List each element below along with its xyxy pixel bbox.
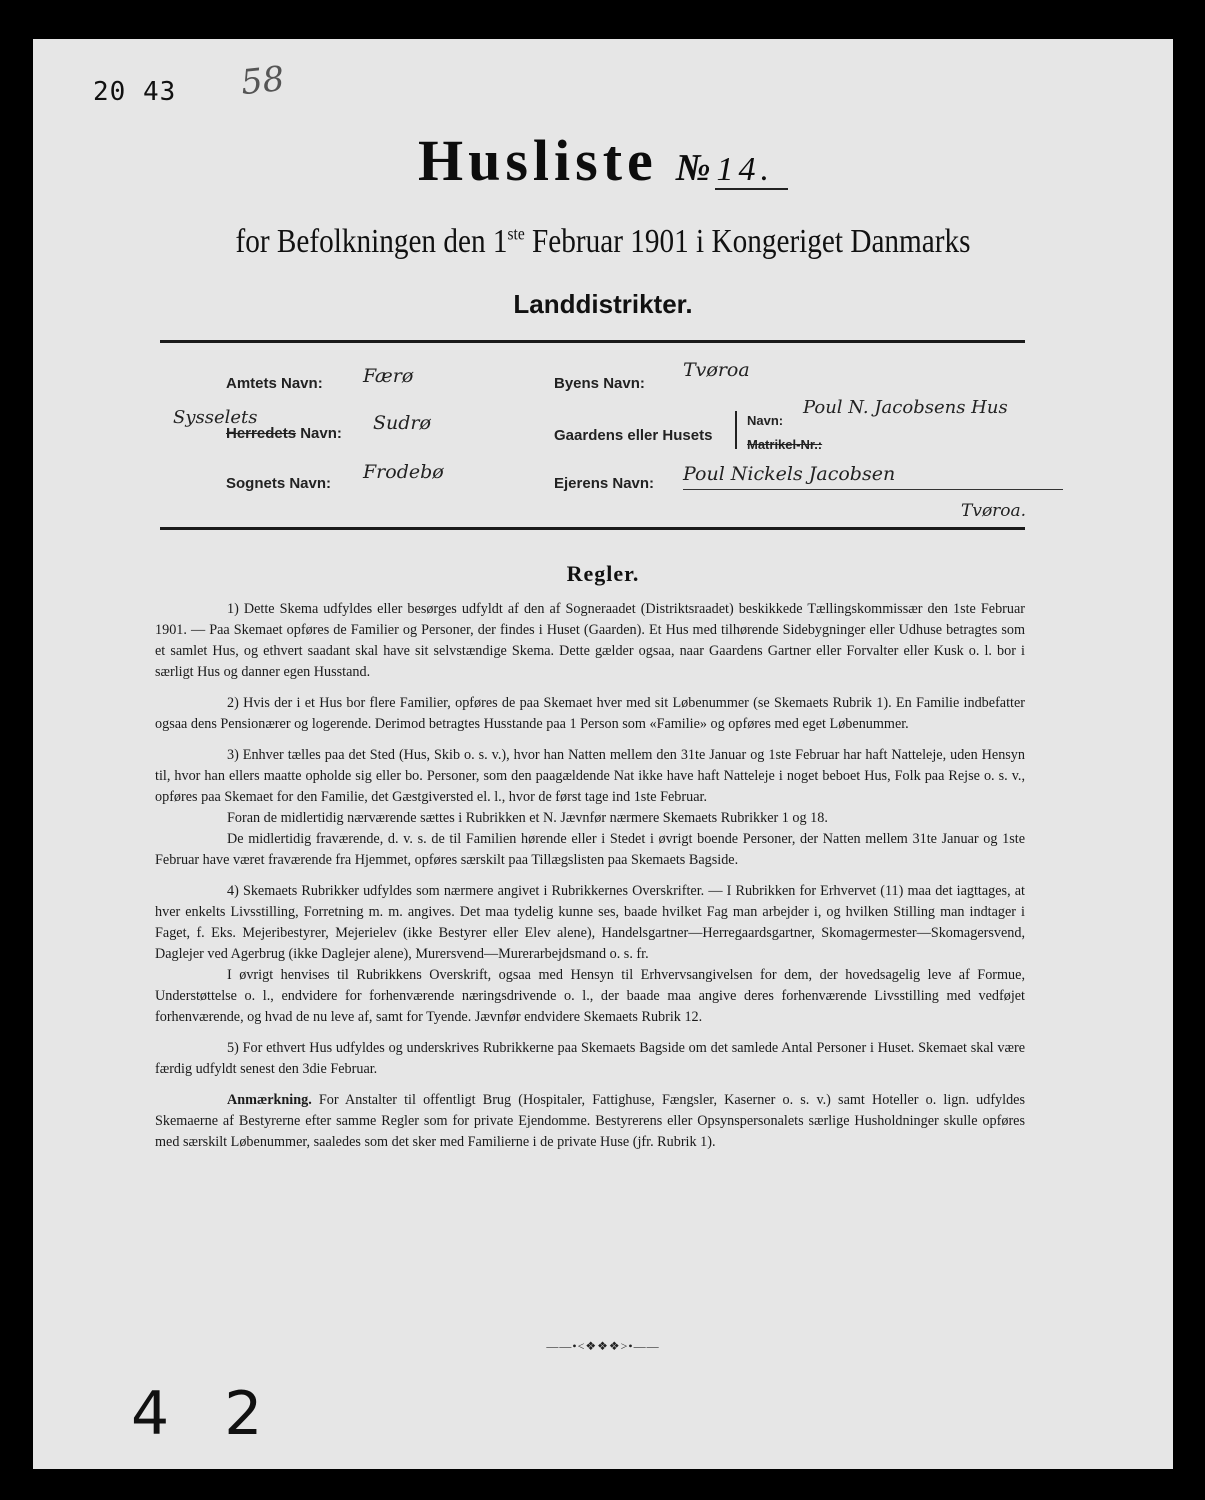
house-number: 14.: [715, 151, 789, 190]
amt-value: Færø: [363, 365, 414, 387]
herred-label: [226, 425, 342, 442]
number-label: №: [675, 147, 711, 189]
remark-text: For Anstalter til offentligt Brug (Hospitaler, Fattighuse, Fængsler, Kaserner o. s. v.) samt Hoteller o. lign. udfyldes Skemaerne af Bestyrerne efter samme Regler som for private Ejendomme. Bestyrerens eller Opsynspersonalets særlige Husholdninger skulle opføres med særskilt Løbenummer, saaledes som det sker med Familierne i de private Huse (jfr. Rubrik 1).: [155, 1092, 1025, 1150]
rules-body: [155, 599, 1025, 1153]
herred-value: Sudrø: [373, 412, 431, 434]
bottom-rule: [160, 527, 1025, 530]
rule-4-occupation: I øvrigt henvises til Rubrikkens Overskrift, ogsaa med Hensyn til Erhvervsangivelsen for dem, der hovedsagelig leve af Formue, Understøttelse o. l., endvidere for forhenværende næringsdrivende o. l., der baade maa angive deres forhenværende Livsstilling med vedføjet forhenværende, og hvad de nu leve af, samt for Tyende. Jævnfør endvidere Skemaets Rubrik 12.: [155, 967, 1025, 1025]
rules-heading: Regler.: [566, 561, 640, 586]
ejer-value: Poul Nickels Jacobsen: [683, 463, 896, 485]
subtitle-pre: for Befolkningen den 1: [235, 223, 508, 260]
rule-3-n: Foran de midlertidig nærværende sættes i Rubrikken et N. Jævnfør nærmere Skemaets Rubrikker 1 og 18.: [227, 810, 828, 826]
archive-stamp-number: 20 43: [93, 77, 177, 107]
navn-label: Navn:: [747, 413, 784, 428]
census-sheet: [33, 39, 1173, 1469]
matrikel-label: Matrikel-Nr.:: [747, 437, 823, 452]
amt-label: Amtets Navn:: [226, 375, 323, 392]
ornament: ——•<❖❖❖>•——: [546, 1339, 660, 1353]
bottom-handwritten-note: 4 2: [131, 1379, 281, 1449]
sogn-value: Frodebø: [363, 461, 444, 483]
pencil-number: 58: [239, 58, 287, 104]
bracket: [735, 411, 737, 449]
herred-label-suffix: Navn:: [300, 425, 342, 442]
rule-1: 1) Dette Skema udfyldes eller besørges udfyldt af den af Sogneraadet (Distriktsraadet) beskikkede Tællingskommissær den 1ste Februar 1901. — Paa Skemaet opføres de Familier og Personer, der findes i Huset (Gaarden). Et Hus med tilhørende Sidebygninger eller Udhuse betragtes som et samlet Hus, og ethvert saadant skal have sit selvstændige Skema. Dette gælder ogsaa, naar Gaardens Gartner eller Forvalter eller Kusk o. l. bor i særligt Hus og danner egen Husstand.: [155, 601, 1025, 680]
herred-struck: Herredets: [226, 425, 297, 442]
subtitle: [113, 223, 1093, 261]
ejer-underline: [683, 489, 1063, 490]
by-value: Tvøroa: [683, 359, 750, 381]
rule-2: 2) Hvis der i et Hus bor flere Familier, opføres de paa Skemaet hver med sit Løbenummer (se Skemaets Rubrik 1). En Familie indbefatter ogsaa dens Pensionærer og logerende. Derimod betragtes Husstande paa 1 Person som «Familie» og opføres med eget Løbenummer.: [155, 695, 1025, 732]
by-label: Byens Navn:: [554, 375, 645, 392]
sogn-label: Sognets Navn:: [226, 475, 332, 492]
title-text: Husliste: [417, 128, 658, 193]
ejer-label: Ejerens Navn:: [554, 475, 655, 492]
navn-value: Poul N. Jacobsens Hus: [803, 397, 1008, 418]
remark-label: Anmærkning.: [227, 1092, 312, 1108]
subtitle-sup: ste: [507, 223, 525, 244]
top-rule: [160, 340, 1025, 343]
ejer-place: Tvøroa.: [961, 501, 1027, 521]
gaard-label: Gaardens eller Husets: [554, 427, 713, 444]
page-title: [33, 127, 1173, 194]
rule-3: 3) Enhver tælles paa det Sted (Hus, Skib o. s. v.), hvor han Natten mellem den 31te Januar og 1ste Februar har haft Natteleje, uden Hensyn til, hvor han ellers maatte opholde sig eller bo. Personer, som den paagældende Nat ikke have haft Natteleje i noget beboet Hus, Folk paa Rejse o. s. v., opføres paa Skemaet for den Familie, det Gæstgiversted el. l., hvor de først tage ind 1ste Februar.: [155, 747, 1025, 805]
rule-5: 5) For ethvert Hus udfyldes og underskrives Rubrikkerne paa Skemaets Bagside om det samlede Antal Personer i Huset. Skemaet skal være færdig udfyldt senest den 3die Februar.: [155, 1040, 1025, 1077]
rule-4: 4) Skemaets Rubrikker udfyldes som nærmere angivet i Rubrikkernes Overskrifter. — I Rubrikken for Erhvervet (11) maa det iagttages, at hver enkelts Livsstilling, Forretning m. m. angives. Det maa tydelig kunne ses, baade hvilket Fag man arbejder i, og hvilken Stilling man indtager i Faget, f. Eks. Mejeribestyrer, Mejerielev (ikke Bestyrer eller Elev alene), Handelsgartner—Herregaardsgartner, Skomagermester—Skomagersvend, Daglejer ved Agerbrug (ikke Daglejer alene), Murersvend—Murerarbejdsmand o. s. fr.: [155, 883, 1025, 962]
subtitle-post: Februar 1901 i Kongeriget Danmarks: [524, 223, 971, 260]
rule-3-absent: De midlertidig fraværende, d. v. s. de til Familien hørende eller i Stedet i øvrigt boende Personer, der Natten mellem 31te Januar og 1ste Februar have været fraværende fra Hjemmet, opføres særskilt paa Tillægslisten paa Skemaets Bagside.: [155, 831, 1025, 868]
remark: [155, 1090, 1025, 1153]
district-heading: Landdistrikter.: [513, 289, 693, 319]
sysselet-value: Sysselets: [173, 407, 258, 428]
